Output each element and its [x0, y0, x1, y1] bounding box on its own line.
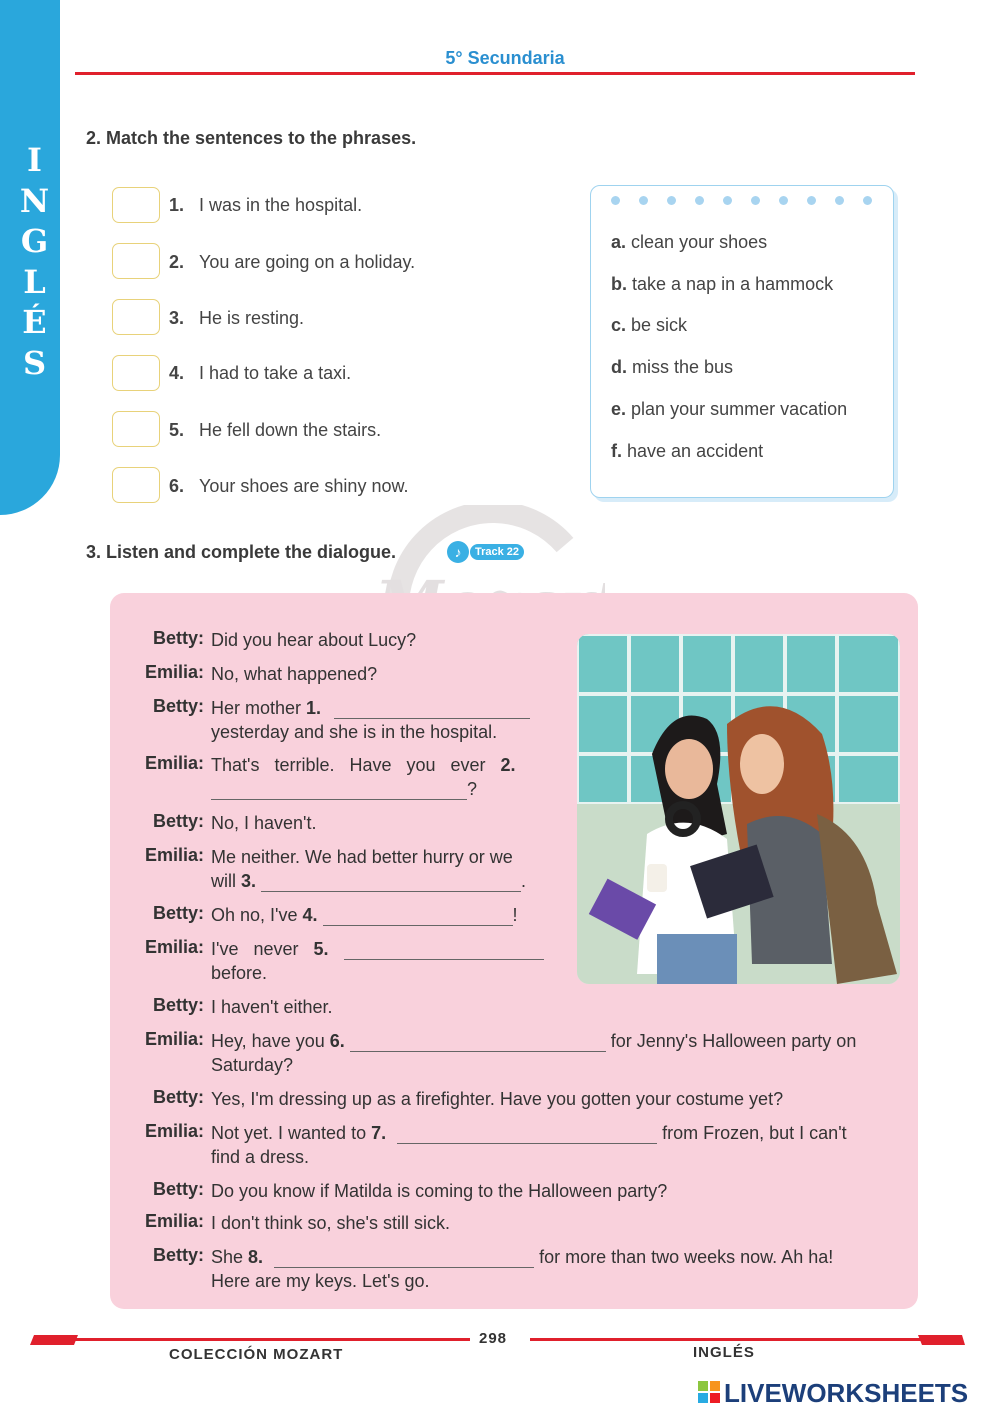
decorative-dot — [863, 196, 872, 205]
speaker-emilia: Emilia: — [144, 1211, 204, 1231]
dialogue-line: No, I haven't. — [211, 813, 317, 833]
dialogue-line: No, what happened? — [211, 664, 378, 684]
sentence-number: 5. — [169, 420, 185, 440]
dialogue-line — [211, 845, 557, 893]
speaker-betty: Betty: — [152, 1245, 204, 1265]
sentence-number: 6. — [169, 476, 185, 496]
answer-box-3[interactable] — [112, 299, 160, 335]
speaker-emilia: Emilia: — [144, 937, 204, 957]
phrase-text: plan your summer vacation — [631, 399, 848, 419]
line-text: She — [211, 1247, 249, 1267]
phrase-letter: e. — [611, 399, 627, 419]
line-text: find a dress. — [211, 1147, 310, 1167]
phrase-text: have an accident — [627, 441, 764, 461]
decorative-dot — [807, 196, 816, 205]
page-number: 298 — [479, 1330, 508, 1347]
header-title: 5° Secundaria — [445, 48, 565, 68]
decorative-dot — [695, 196, 704, 205]
speaker-betty: Betty: — [152, 995, 204, 1015]
audio-track-icon[interactable]: ♪ — [447, 541, 469, 563]
speaker-emilia: Emilia: — [144, 662, 204, 682]
line-text: I've never — [211, 939, 314, 959]
speaker-emilia: Emilia: — [144, 1029, 204, 1049]
blank-input-8[interactable] — [274, 1251, 534, 1268]
side-letter: G — [20, 222, 49, 260]
sentence-item — [169, 252, 415, 273]
phrase-letter: a. — [611, 232, 627, 252]
sentence-text: You are going on a holiday. — [199, 252, 416, 272]
exercise-2-heading: 2. Match the sentences to the phrases. — [86, 128, 417, 148]
answer-box-5[interactable] — [112, 411, 160, 447]
phrase-letter: c. — [611, 315, 627, 335]
line-text: will — [211, 871, 241, 891]
decorative-dot — [835, 196, 844, 205]
dialogue-line — [211, 903, 518, 927]
dialogue-line — [211, 1245, 901, 1293]
footer-subject: INGLÉS — [693, 1344, 755, 1361]
dialogue-line — [211, 937, 557, 985]
speaker-emilia: Emilia: — [144, 845, 204, 865]
girl-1-face — [665, 739, 713, 799]
phrase-item — [611, 441, 763, 462]
girl-1-jeans — [657, 934, 737, 984]
phrase-item — [611, 399, 847, 420]
sentence-text: He is resting. — [199, 308, 305, 328]
dialogue-line — [211, 696, 557, 744]
line-text: Her mother — [211, 698, 307, 718]
footer-collection: COLECCIÓN MOZART — [169, 1346, 344, 1363]
header-divider — [75, 72, 915, 75]
side-letter: N — [19, 181, 50, 220]
sentence-text: He fell down the stairs. — [199, 420, 382, 440]
phrase-text: be sick — [631, 315, 688, 335]
sentence-item — [169, 363, 351, 384]
sentence-number: 3. — [169, 308, 185, 328]
decorative-dot — [723, 196, 732, 205]
sentence-number: 1. — [169, 195, 185, 215]
liveworksheets-logo-icon — [698, 1381, 720, 1403]
side-letter: L — [23, 262, 46, 301]
answer-box-1[interactable] — [112, 187, 160, 223]
side-tab-label — [12, 140, 57, 383]
liveworksheets-brand: LIVEWORKSHEETS — [724, 1378, 969, 1408]
blank-number: 5. — [313, 939, 329, 959]
dialogue-line: I don't think so, she's still sick. — [211, 1213, 450, 1233]
line-text: Oh no, I've — [211, 905, 303, 925]
line-text: Saturday? — [211, 1055, 294, 1075]
decorative-dot — [639, 196, 648, 205]
answer-box-6[interactable] — [112, 467, 160, 503]
blank-number: 8. — [248, 1247, 264, 1267]
sentence-item — [169, 308, 304, 329]
blank-input-5[interactable] — [344, 943, 544, 960]
girl-2-face — [740, 734, 784, 794]
decorative-dot — [779, 196, 788, 205]
dialogue-line: I haven't either. — [211, 997, 333, 1017]
line-text: ? — [467, 779, 478, 799]
phrase-item — [611, 357, 733, 378]
blank-input-4[interactable] — [323, 909, 513, 926]
line-text: yesterday and she is in the hospital. — [211, 722, 498, 742]
blank-number: 1. — [306, 698, 322, 718]
phrase-text: miss the bus — [632, 357, 734, 377]
dialogue-line — [211, 1029, 901, 1077]
phrases-box — [590, 185, 894, 498]
dialogue-line: Yes, I'm dressing up as a firefighter. Have you gotten your costume yet? — [211, 1089, 784, 1109]
blank-input-3[interactable] — [261, 875, 521, 892]
line-text: before. — [211, 963, 268, 983]
dialogue-line: Did you hear about Lucy? — [211, 630, 417, 650]
decorative-dot — [611, 196, 620, 205]
speaker-betty: Betty: — [152, 696, 204, 716]
line-text: for more than two weeks now. Ah ha! — [534, 1247, 834, 1267]
blank-input-2[interactable] — [211, 783, 467, 800]
speaker-betty: Betty: — [152, 903, 204, 923]
blank-number: 4. — [302, 905, 318, 925]
line-text: That's terrible. Have you ever — [211, 755, 501, 775]
phrase-item — [611, 232, 767, 253]
line-text: for Jenny's Halloween party on — [605, 1031, 857, 1051]
phrase-item — [611, 274, 833, 295]
speaker-betty: Betty: — [152, 1087, 204, 1107]
dialogue-line: Do you know if Matilda is coming to the Halloween party? — [211, 1181, 668, 1201]
speaker-betty: Betty: — [152, 1179, 204, 1199]
track-badge[interactable]: Track 22 — [470, 544, 524, 560]
sentence-text: Your shoes are shiny now. — [199, 476, 409, 496]
coffee-cup — [647, 864, 667, 892]
phrase-item — [611, 315, 687, 336]
students-photo — [577, 634, 900, 984]
phrase-text: clean your shoes — [631, 232, 768, 252]
dialogue-line — [211, 753, 557, 801]
blank-number: 7. — [371, 1123, 387, 1143]
sentence-item — [169, 476, 408, 497]
speaker-betty: Betty: — [152, 811, 204, 831]
phrase-text: take a nap in a hammock — [632, 274, 834, 294]
blank-input-7[interactable] — [397, 1127, 657, 1144]
exercise-3-heading: 3. Listen and complete the dialogue. — [86, 542, 397, 562]
sentence-text: I was in the hospital. — [199, 195, 363, 215]
answer-box-4[interactable] — [112, 355, 160, 391]
line-text: from Frozen, but I can't — [657, 1123, 847, 1143]
sentence-text: I had to take a taxi. — [199, 363, 352, 383]
speaker-emilia: Emilia: — [144, 1121, 204, 1141]
side-letter: S — [22, 343, 47, 382]
line-text: Here are my keys. Let's go. — [211, 1271, 430, 1291]
dialogue-line — [211, 1121, 901, 1169]
line-text: ! — [512, 905, 518, 925]
sentence-item — [169, 420, 381, 441]
side-letter: É — [22, 303, 47, 341]
blank-number: 2. — [500, 755, 516, 775]
line-text: Hey, have you — [211, 1031, 330, 1051]
side-letter: I — [27, 141, 42, 179]
line-text: Me neither. We had better hurry or we — [211, 847, 513, 867]
blank-number: 3. — [241, 871, 257, 891]
decorative-dot — [751, 196, 760, 205]
speaker-emilia: Emilia: — [144, 753, 204, 773]
line-text: Not yet. I wanted to — [211, 1123, 372, 1143]
speaker-betty: Betty: — [152, 628, 204, 648]
phrase-letter: d. — [611, 357, 627, 377]
sentence-number: 4. — [169, 363, 185, 383]
sentence-number: 2. — [169, 252, 185, 272]
phrase-letter: b. — [611, 274, 627, 294]
blank-number: 6. — [329, 1031, 345, 1051]
decorative-dot — [667, 196, 676, 205]
phrase-letter: f. — [611, 441, 622, 461]
sentence-item — [169, 195, 362, 216]
blank-input-6[interactable] — [350, 1035, 606, 1052]
blank-input-1[interactable] — [334, 702, 530, 719]
answer-box-2[interactable] — [112, 243, 160, 279]
line-text: . — [521, 871, 527, 891]
